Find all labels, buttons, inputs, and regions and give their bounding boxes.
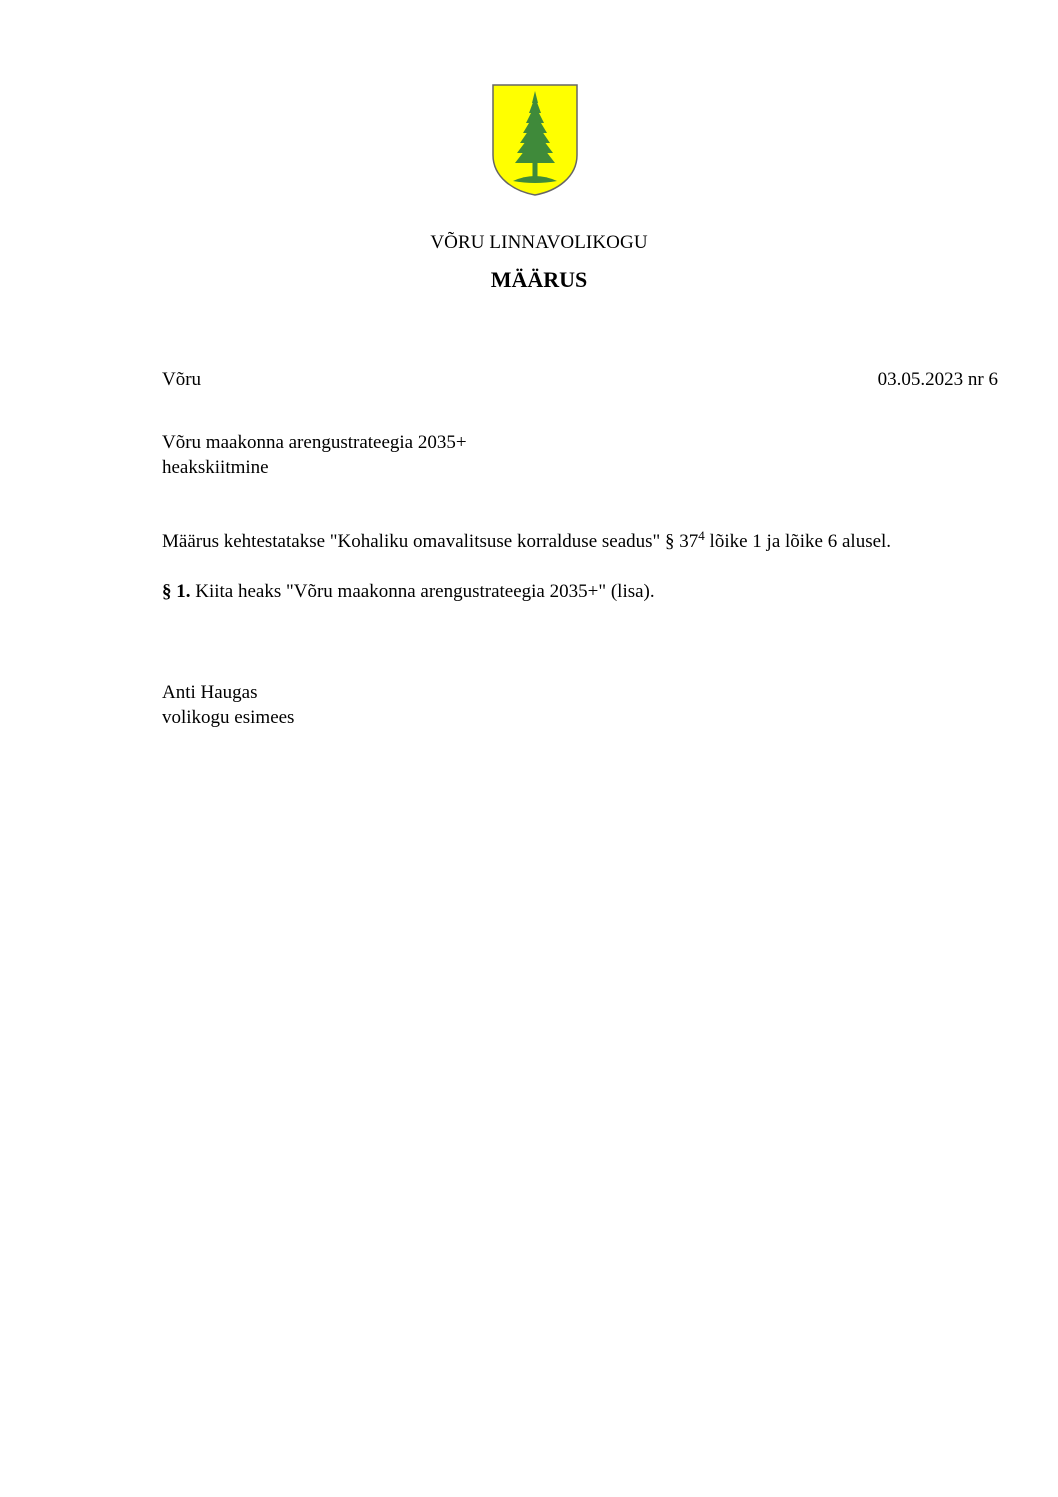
signer-name: Anti Haugas	[162, 682, 258, 703]
document-type-heading: MÄÄRUS	[490, 267, 588, 292]
coat-of-arms-spruce-icon	[491, 83, 579, 197]
regulation-title-line-2: heakskiitmine	[162, 457, 269, 478]
legal-basis-paragraph	[162, 528, 892, 553]
regulation-title	[162, 430, 467, 480]
legal-basis-text-end: lõike 1 ja lõike 6 alusel.	[704, 531, 892, 552]
issue-place: Võru	[162, 369, 202, 390]
legal-basis-text: Määrus kehtestatakse "Kohaliku omavalitsuse korralduse seadus" § 37	[162, 531, 699, 552]
signer-position: volikogu esimees	[162, 707, 295, 728]
signature-block	[162, 680, 294, 730]
legal-basis-superscript: 4	[698, 528, 705, 543]
organization-name: VÕRU LINNAVOLIKOGU	[430, 232, 648, 253]
section-1	[162, 581, 655, 603]
regulation-title-line-1: Võru maakonna arengustrateegia 2035+	[162, 432, 467, 453]
issue-date-and-number: 03.05.2023 nr 6	[877, 369, 998, 390]
section-1-text: Kiita heaks "Võru maakonna arengustrateegia 2035+" (lisa).	[190, 581, 655, 602]
section-1-number: § 1.	[162, 581, 191, 602]
